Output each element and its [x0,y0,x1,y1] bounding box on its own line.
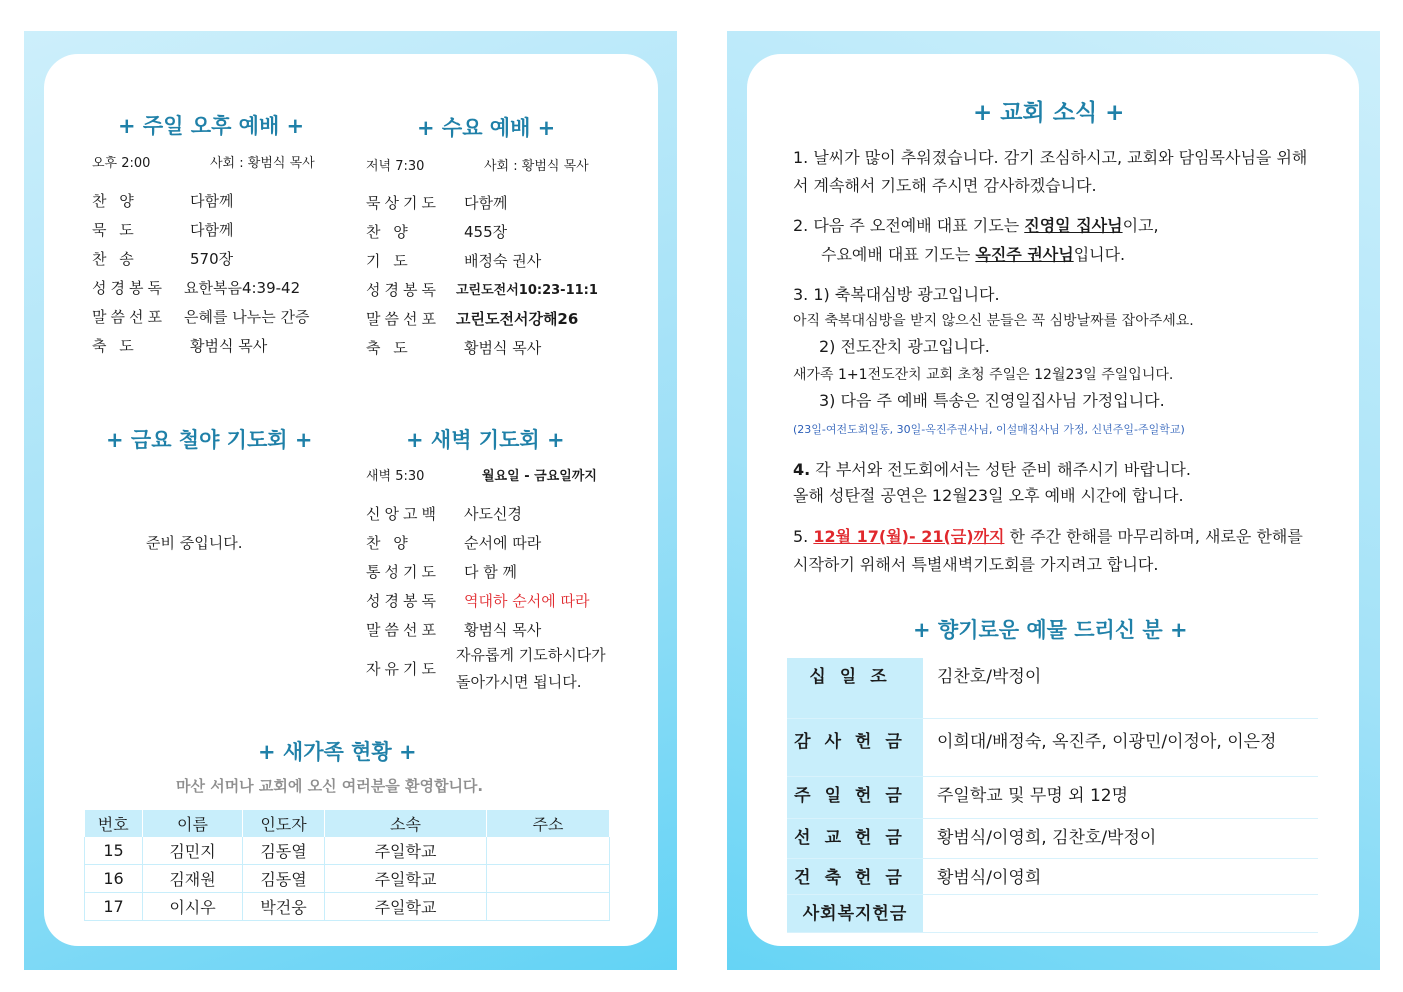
sunday-item-label: 찬 송 [92,250,138,268]
offering-label: 선교헌금 [787,818,923,858]
offering-label: 주일헌금 [787,776,923,818]
sunday-item-label: 성경봉독 [92,279,166,297]
sunday-pm-presider: 사회 : 황범식 목사 [210,156,315,171]
wednesday-item-value: 배정숙 권사 [464,252,542,270]
table-cell: 주일학교 [325,893,487,921]
offering-value: 이희대/배정숙, 옥진주, 이광민/이정아, 이은정 [923,718,1318,776]
sunday-item-value: 요한복음4:39-42 [184,279,301,297]
dawn-days: 월요일 - 금요일까지 [482,469,597,484]
news-item-5-text: 한 주간 한해를 마무리하며, 새로운 한해를 시작하기 위해서 특별새벽기도회를 가지려고 합니다. [793,527,1303,574]
dawn-time: 새벽 5:30 [366,469,425,484]
news-item-4-num: 4. [793,460,811,479]
wednesday-item-value: 황범식 목사 [464,339,542,357]
wednesday-item-label: 축 도 [366,339,412,357]
offering-value [923,894,1318,932]
friday-title: + 금요 철야 기도회 + [106,428,313,452]
table-row [787,718,1318,776]
sunday-item-value: 다함께 [190,221,234,239]
news-item-2a-text: 2. 다음 주 오전예배 대표 기도는 [793,216,1025,235]
newfamily-table [84,810,610,921]
dawn-item-value: 사도신경 [464,505,522,523]
news-item-2b-post: 입니다. [1073,245,1126,264]
table-header-row [85,810,610,837]
column-header: 인도자 [243,810,325,837]
column-header: 소속 [325,810,487,837]
table-row [787,818,1318,858]
news-item-2a-post: 이고, [1122,216,1159,235]
sunday-pm-time: 오후 2:00 [92,156,151,171]
offering-value: 황범식/이영희 [923,858,1318,894]
offering-label: 사회복지헌금 [787,894,923,932]
right-card [747,54,1359,946]
dawn-item-value-2: 돌아가시면 됩니다. [456,673,582,691]
table-cell [487,837,610,865]
wednesday-item-value: 다함께 [464,194,508,212]
wednesday-presider: 사회 : 황범식 목사 [484,159,589,174]
table-cell [487,865,610,893]
friday-note: 준비 중입니다. [146,534,243,552]
dawn-item-value: 역대하 순서에 따라 [464,592,590,610]
dawn-item-value: 순서에 따라 [464,534,542,552]
dawn-item-value: 황범식 목사 [464,621,542,639]
dawn-item-label: 통성기도 [366,563,440,581]
dawn-item-label: 성경봉독 [366,592,440,610]
table-row [85,837,610,865]
sunday-item-value: 은혜를 나누는 간증 [184,308,310,326]
left-page [24,31,677,970]
wednesday-item-label: 성경봉독 [366,281,440,299]
wednesday-item-value: 고린도전서10:23-11:1 [456,283,598,298]
wednesday-item-value: 455장 [464,223,508,241]
wednesday-item-value: 고린도전서강해26 [456,310,579,328]
news-item-5 [793,523,1317,579]
sunday-item-value: 다함께 [190,192,234,210]
newfamily-title: + 새가족 현황 + [258,740,417,764]
news-item-5-date: 12월 17(월)- 21(금)까지 [813,527,1005,546]
news-item-3f: (23일-여전도회일동, 30일-옥진주권사님, 이설매집사님 가정, 신년주일-주일학교) [793,423,1185,436]
column-header: 주소 [487,810,610,837]
table-row [787,776,1318,818]
dawn-item-label: 말씀선포 [366,621,440,639]
table-cell [487,893,610,921]
offering-label: 십일조 [787,658,923,718]
sunday-item-value: 황범식 목사 [190,337,268,355]
sunday-item-label: 찬 양 [92,192,138,210]
column-header: 번호 [85,810,143,837]
offering-label: 감사헌금 [787,718,923,776]
table-cell: 박건웅 [243,893,325,921]
table-cell: 주일학교 [325,837,487,865]
news-item-4a-text: 각 부서와 전도회에서는 성탄 준비 해주시기 바랍니다. [810,460,1191,479]
news-item-4b: 올해 성탄절 공연은 12월23일 오후 예배 시간에 합니다. [793,486,1184,505]
right-page [727,31,1380,970]
column-header: 이름 [143,810,243,837]
news-item-3c: 2) 전도잔치 광고입니다. [819,337,990,356]
table-cell: 김동열 [243,837,325,865]
sunday-item-label: 묵 도 [92,221,138,239]
table-cell: 17 [85,893,143,921]
table-row [85,893,610,921]
table-cell: 김재원 [143,865,243,893]
table-cell: 김동열 [243,865,325,893]
wednesday-item-label: 기 도 [366,252,412,270]
news-item-2a [793,212,1317,240]
left-card [44,54,658,946]
wednesday-time: 저녁 7:30 [366,159,425,174]
news-item-3d: 새가족 1+1전도잔치 교회 초청 주일은 12월23일 주일입니다. [793,367,1174,383]
table-row [787,658,1318,718]
table-row [85,865,610,893]
table-cell: 16 [85,865,143,893]
table-cell: 이시우 [143,893,243,921]
table-row [787,894,1318,932]
offering-label: 건축헌금 [787,858,923,894]
news-item-2b-name: 옥진주 권사님 [975,245,1074,264]
wednesday-item-label: 말씀선포 [366,310,440,328]
offering-value: 김찬호/박정이 [923,658,1318,718]
dawn-item-label: 찬 양 [366,534,412,552]
news-item-2b-text: 수요예배 대표 기도는 [821,245,976,264]
table-cell: 김민지 [143,837,243,865]
sunday-item-label: 말씀선포 [92,308,166,326]
wednesday-item-label: 묵상기도 [366,194,440,212]
table-cell: 주일학교 [325,865,487,893]
offering-value: 주일학교 및 무명 외 12명 [923,776,1318,818]
sunday-item-label: 축 도 [92,337,138,355]
news-item-2b [821,241,1345,269]
news-item-3e: 3) 다음 주 예배 특송은 진영일집사님 가정입니다. [819,391,1165,410]
offering-table [787,658,1318,933]
newfamily-subtitle: 마산 서머나 교회에 오신 여러분을 환영합니다. [176,777,484,795]
news-item-3a: 3. 1) 축복대심방 광고입니다. [793,285,1000,304]
table-cell: 15 [85,837,143,865]
dawn-title: + 새벽 기도회 + [406,428,565,452]
sunday-pm-title: + 주일 오후 예배 + [118,114,305,138]
sunday-item-value: 570장 [190,250,234,268]
dawn-item-label: 신앙고백 [366,505,440,523]
news-item-5-num: 5. [793,527,814,546]
table-row [787,858,1318,894]
offering-value: 황범식/이영희, 김찬호/박정이 [923,818,1318,858]
wednesday-item-label: 찬 양 [366,223,412,241]
wednesday-title: + 수요 예배 + [417,116,556,140]
news-item-4a [793,456,1317,484]
dawn-item-value: 다 함 께 [464,563,518,581]
news-title: + 교회 소식 + [973,100,1125,126]
dawn-item-value: 자유롭게 기도하시다가 [456,646,606,664]
news-item-1: 1. 날씨가 많이 추워졌습니다. 감기 조심하시고, 교회와 담임목사님을 위해서 계속해서 기도해 주시면 감사하겠습니다. [793,148,1308,195]
news-item-3b: 아직 축복대심방을 받지 않으신 분들은 꼭 심방날짜를 잡아주세요. [793,313,1194,329]
news-item-2a-name: 진영일 집사님 [1024,216,1123,235]
offering-title: + 향기로운 예물 드리신 분 + [913,618,1188,642]
dawn-item-label: 자유기도 [366,660,440,678]
